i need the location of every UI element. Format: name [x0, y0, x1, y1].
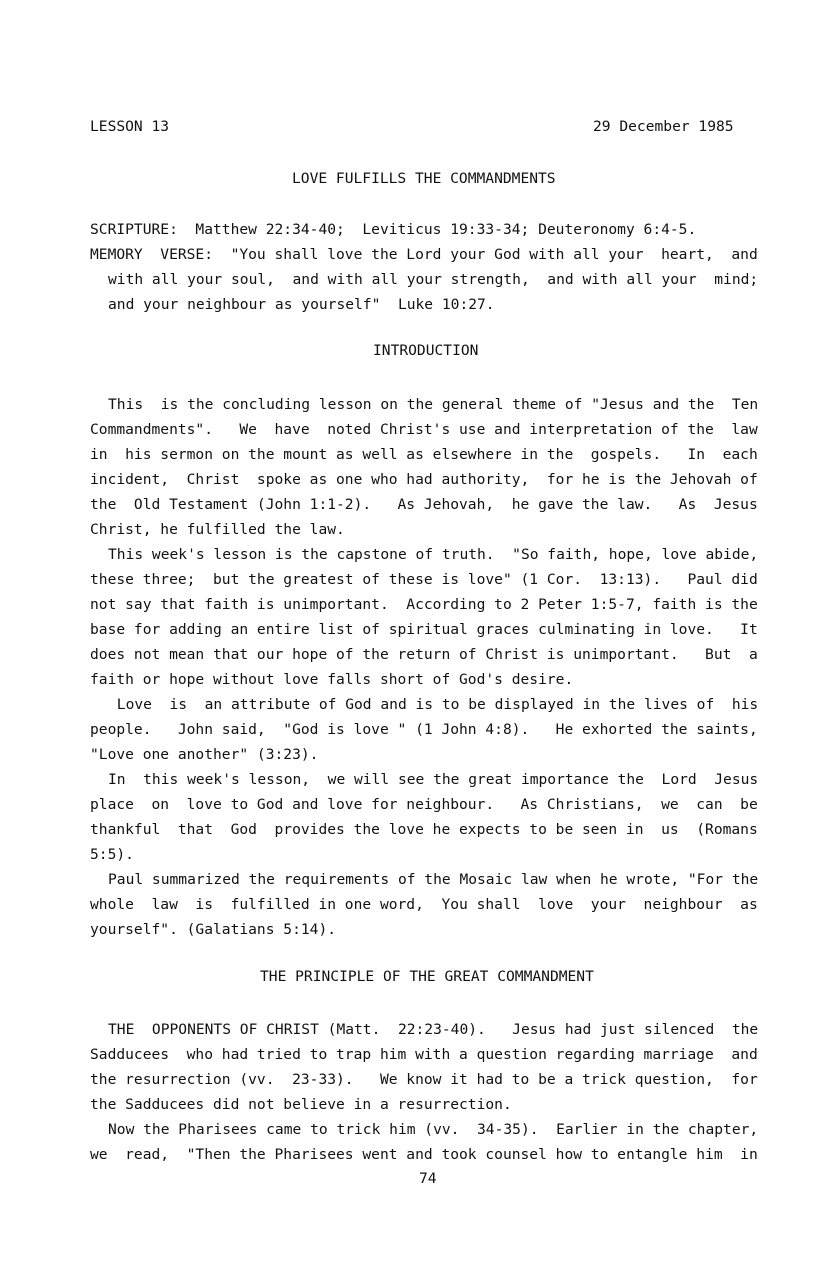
text-line: these three; but the greatest of these is love" (1 Cor. 13:13). Paul did	[90, 571, 758, 588]
text-line: whole law is fulfilled in one word, You shall love your neighbour as	[90, 896, 758, 913]
text-line: base for adding an entire list of spiritual graces culminating in love. It	[90, 621, 758, 638]
text-line: 5:5).	[90, 846, 134, 863]
text-line: In this week's lesson, we will see the great importance the Lord Jesus	[108, 771, 759, 788]
text-line: This is the concluding lesson on the general theme of "Jesus and the Ten	[108, 396, 759, 413]
text-line: Christ, he fulfilled the law.	[90, 521, 345, 538]
text-line: Now the Pharisees came to trick him (vv. 34-35). Earlier in the chapter,	[108, 1121, 759, 1138]
text-line: Love is an attribute of God and is to be displayed in the lives of his	[108, 696, 759, 713]
text-line: faith or hope without love falls short of God's desire.	[90, 671, 574, 688]
text-line: the Old Testament (John 1:1-2). As Jehovah, he gave the law. As Jesus	[90, 496, 758, 513]
text-line: we read, "Then the Pharisees went and took counsel how to entangle him in	[90, 1146, 758, 1163]
text-line: "Love one another" (3:23).	[90, 746, 319, 763]
text-line: the resurrection (vv. 23-33). We know it had to be a trick question, for	[90, 1071, 758, 1088]
memory-verse-line: and your neighbour as yourself" Luke 10:27.	[108, 296, 495, 313]
lesson-number: LESSON 13	[90, 118, 170, 135]
memory-verse-line: with all your soul, and with all your strength, and with all your mind;	[108, 271, 759, 288]
text-line: incident, Christ spoke as one who had authority, for he is the Jehovah of	[90, 471, 758, 488]
text-line: in his sermon on the mount as well as elsewhere in the gospels. In each	[90, 446, 758, 463]
principle-body	[90, 1017, 766, 1167]
text-line: not say that faith is unimportant. According to 2 Peter 1:5-7, faith is the	[90, 596, 758, 613]
lesson-date: 29 December 1985	[593, 118, 734, 135]
memory-verse-line: MEMORY VERSE: "You shall love the Lord your God with all your heart, and	[90, 246, 758, 263]
text-line: Sadducees who had tried to trap him with a question regarding marriage and	[90, 1046, 758, 1063]
text-line: Paul summarized the requirements of the Mosaic law when he wrote, "For the	[108, 871, 759, 888]
page-title: LOVE FULFILLS THE COMMANDMENTS	[292, 170, 556, 187]
page-number: 74	[419, 1170, 437, 1187]
text-line: the Sadducees did not believe in a resurrection.	[90, 1096, 512, 1113]
text-line: Commandments". We have noted Christ's use and interpretation of the law	[90, 421, 758, 438]
scripture-block	[90, 217, 766, 317]
text-line: does not mean that our hope of the return of Christ is unimportant. But a	[90, 646, 758, 663]
text-line: This week's lesson is the capstone of truth. "So faith, hope, love abide,	[108, 546, 759, 563]
introduction-body	[90, 392, 766, 942]
scripture-line: SCRIPTURE: Matthew 22:34-40; Leviticus 19:33-34; Deuteronomy 6:4-5.	[90, 221, 697, 238]
text-line: yourself". (Galatians 5:14).	[90, 921, 337, 938]
text-line: THE OPPONENTS OF CHRIST (Matt. 22:23-40). Jesus had just silenced the	[108, 1021, 759, 1038]
text-line: place on love to God and love for neighbour. As Christians, we can be	[90, 796, 758, 813]
principle-heading: THE PRINCIPLE OF THE GREAT COMMANDMENT	[260, 968, 594, 985]
introduction-heading: INTRODUCTION	[373, 342, 479, 359]
text-line: people. John said, "God is love " (1 John 4:8). He exhorted the saints,	[90, 721, 758, 738]
text-line: thankful that God provides the love he expects to be seen in us (Romans	[90, 821, 758, 838]
